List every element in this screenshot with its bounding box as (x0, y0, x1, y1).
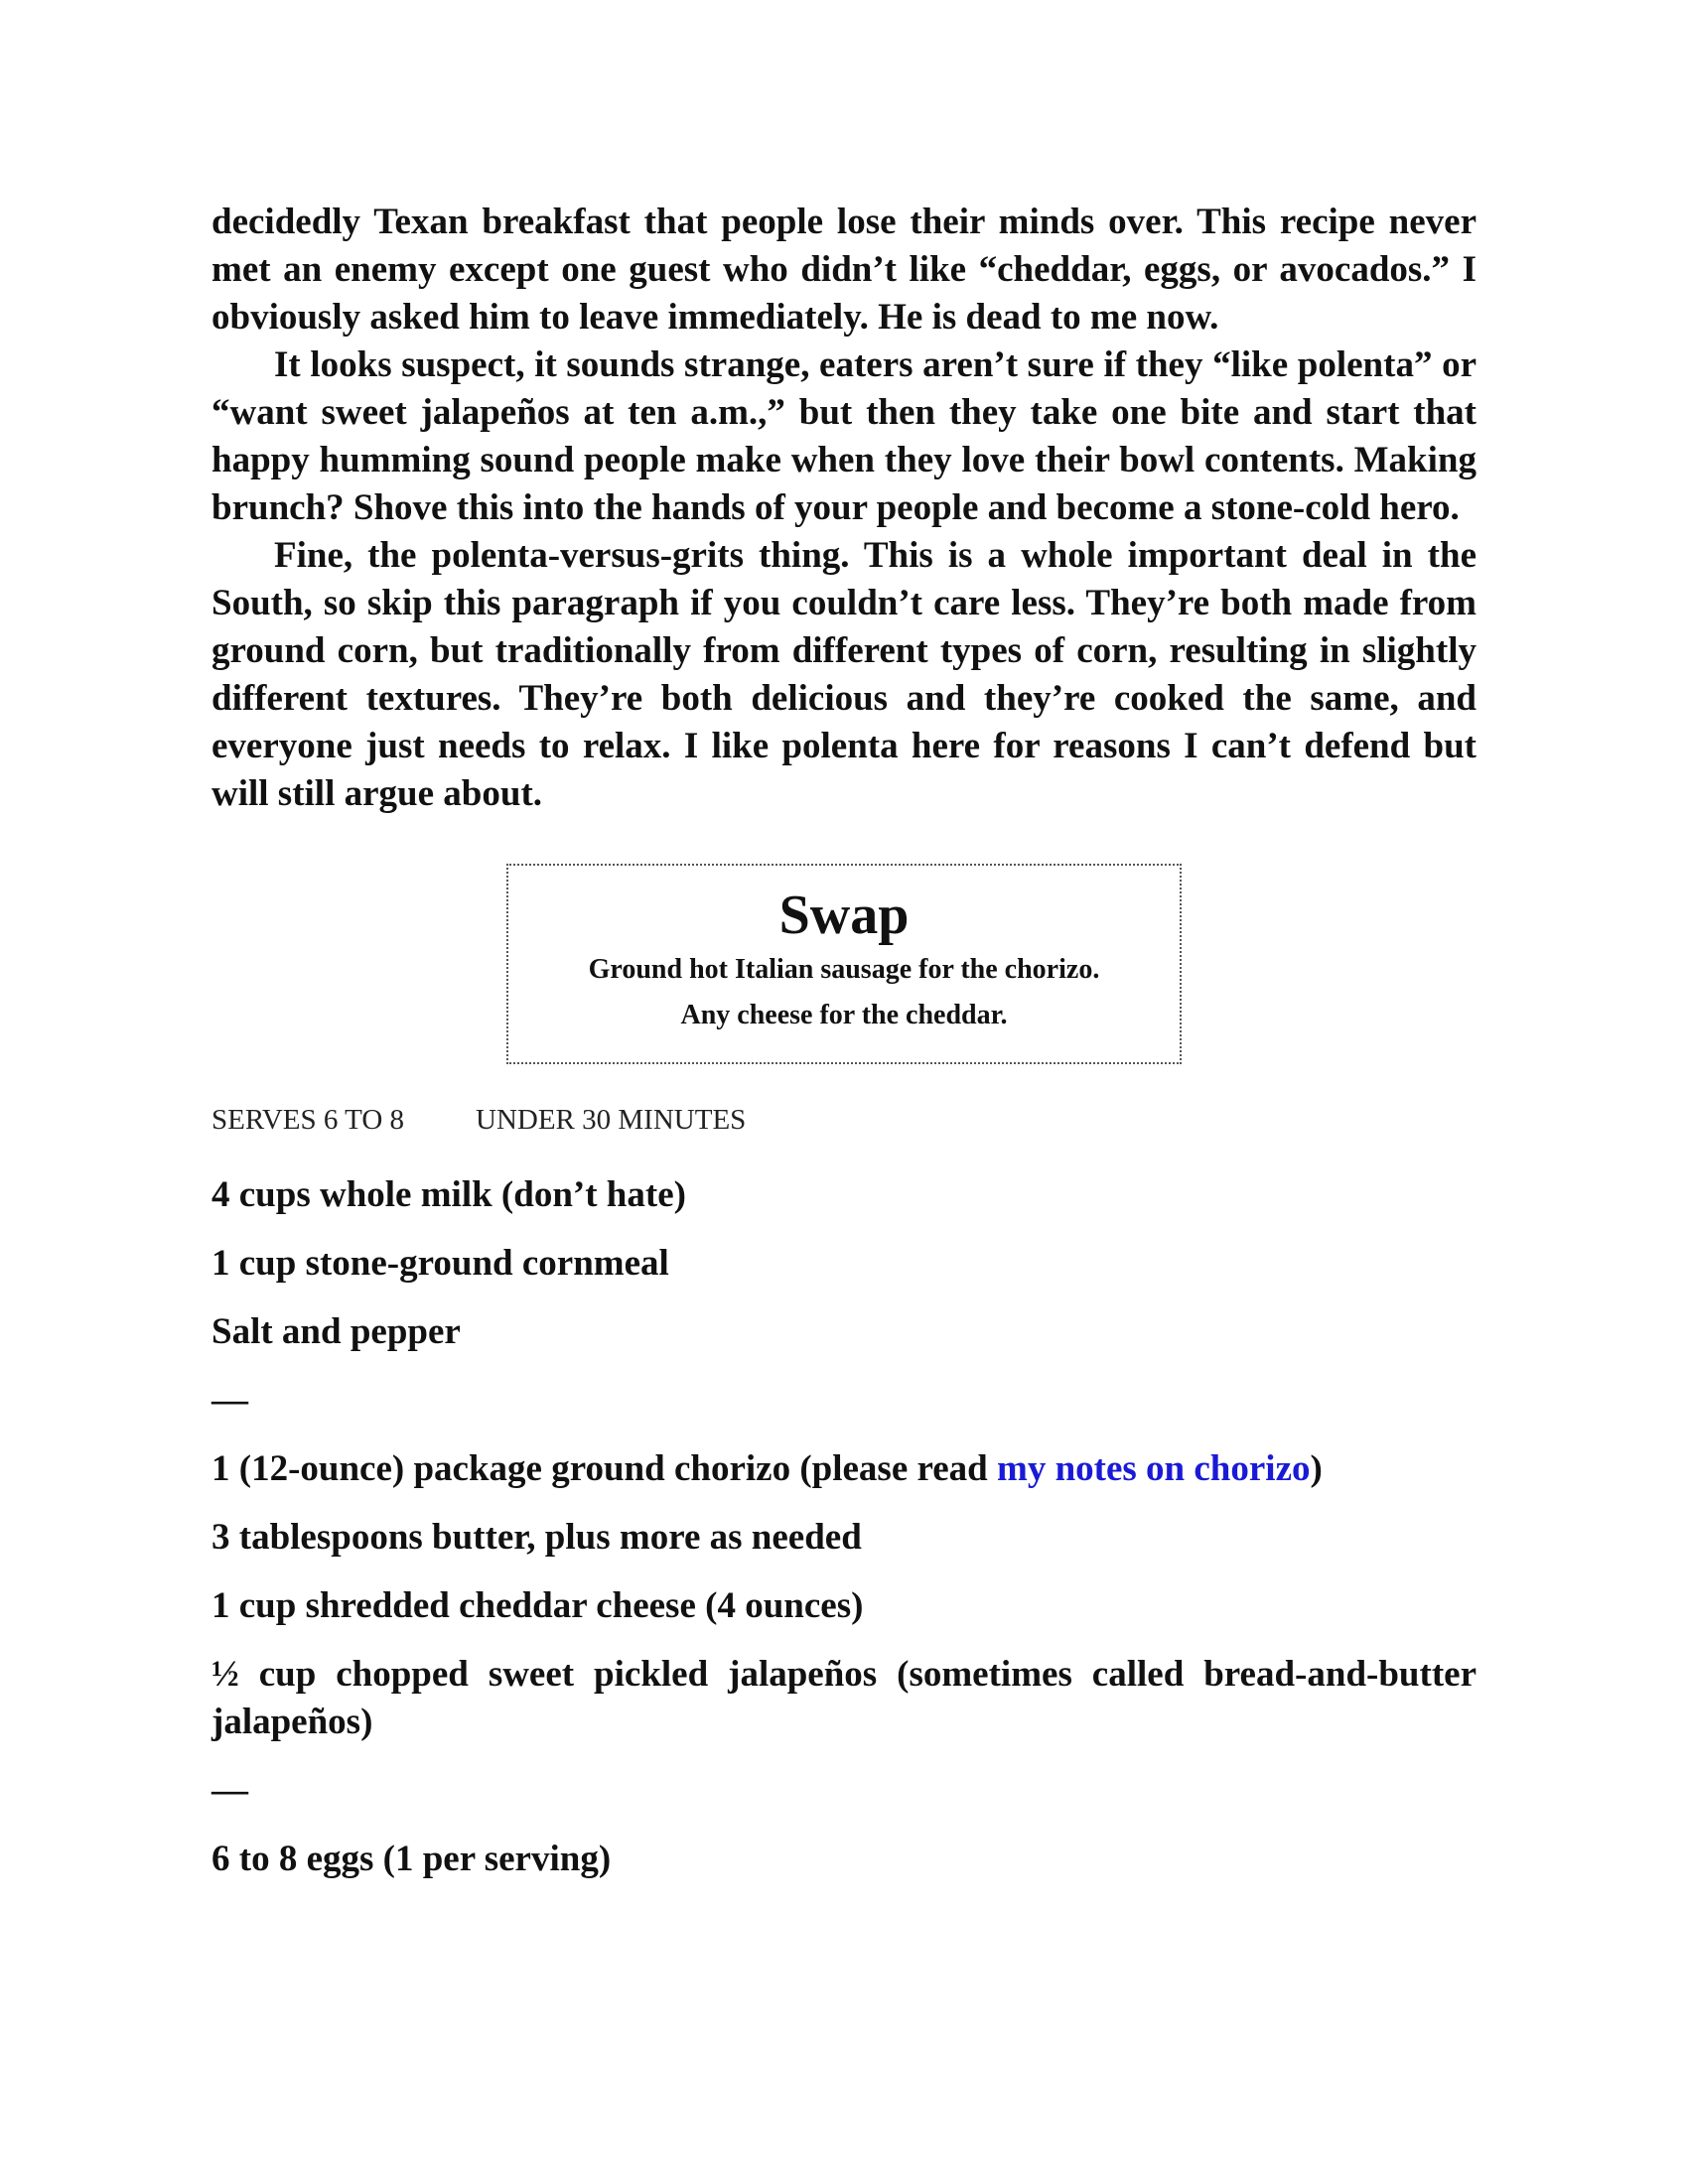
ingredient-item: 1 cup stone-ground cornmeal (211, 1243, 669, 1284)
chorizo-text-end: ) (1310, 1448, 1323, 1489)
serves-label: SERVES 6 TO 8 (211, 1104, 405, 1136)
intro-paragraph-2: It looks suspect, it sounds strange, eaters aren’t sure if they “like polenta” or “want sweet jalapeños at ten a.m.,” but then they take one bite and start that happy humming sound people make when they love their bowl contents. Making brunch? Shove this into the hands of your people and become a stone-cold hero. (211, 344, 1477, 528)
swap-box (506, 864, 1182, 1064)
ingredient-item: 3 tablespoons butter, plus more as needed (211, 1517, 862, 1558)
ingredient-separator: — (211, 1770, 248, 1811)
chorizo-text: 1 (12-ounce) package ground chorizo (please read (211, 1448, 998, 1489)
ingredient-item: 1 cup shredded cheddar cheese (4 ounces) (211, 1585, 864, 1626)
intro-text (211, 199, 1477, 818)
ingredient-item-chorizo (211, 1445, 1477, 1493)
ingredient-item: 6 to 8 eggs (1 per serving) (211, 1839, 612, 1879)
swap-line-2: Any cheese for the cheddar. (680, 1000, 1008, 1030)
ingredient-separator: — (211, 1380, 248, 1421)
recipe-meta (211, 1102, 1477, 1138)
ingredient-item: Salt and pepper (211, 1311, 461, 1352)
page-content (211, 199, 1477, 1904)
intro-paragraph-1: decidedly Texan breakfast that people lose their minds over. This recipe never met an enemy except one guest who didn’t like “cheddar, eggs, or avocados.” I obviously asked him to leave immediately. He is dead to me now. (211, 202, 1477, 338)
ingredient-item: 4 cups whole milk (don’t hate) (211, 1174, 686, 1215)
swap-line-1: Ground hot Italian sausage for the chorizo. (588, 954, 1100, 985)
intro-paragraph-3: Fine, the polenta-versus-grits thing. This is a whole important deal in the South, so skip this paragraph if you couldn’t care less. They’re both made from ground corn, but traditionally from different types of corn, resulting in slightly different textures. They’re both delicious and they’re cooked the same, and everyone just needs to relax. I like polenta here for reasons I can’t defend but will still argue about. (211, 535, 1477, 814)
swap-title: Swap (778, 885, 910, 946)
ingredient-list (211, 1171, 1477, 1883)
chorizo-notes-link[interactable]: my notes on chorizo (997, 1448, 1311, 1489)
time-label: UNDER 30 MINUTES (476, 1104, 747, 1136)
ingredient-item: ½ cup chopped sweet pickled jalapeños (sometimes called bread-and-butter jalapeños) (211, 1654, 1477, 1742)
